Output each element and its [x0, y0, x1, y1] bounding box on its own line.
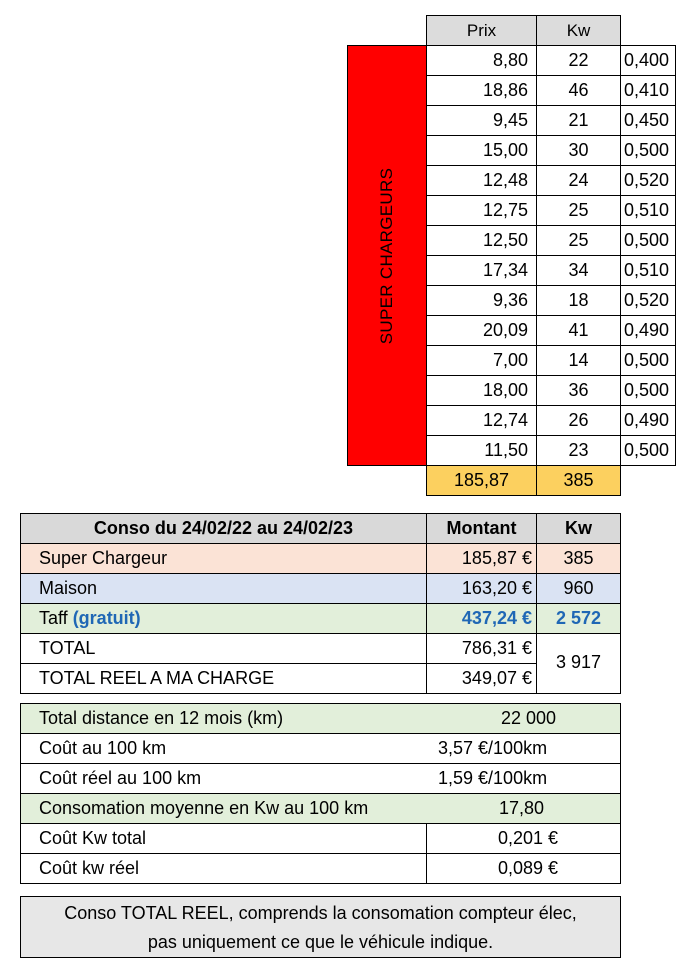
- conso-row: [20, 793, 621, 824]
- charger-prix-cell: 18,86: [426, 75, 537, 106]
- conso-label: Consomation moyenne en Kw au 100 km: [39, 798, 369, 818]
- super-chargeur-montant: 185,87 €: [426, 543, 537, 574]
- super-chargeur-label: Super Chargeur: [20, 543, 427, 574]
- total-kw-merged: 3 917: [536, 633, 621, 694]
- charger-kw-cell: 25: [536, 225, 621, 256]
- charger-prix-cell: 11,50: [426, 435, 537, 466]
- charger-ratio-cell: 0,490: [620, 315, 676, 346]
- cout100-label: Coût au 100 km: [39, 738, 167, 758]
- note-box: [20, 896, 621, 958]
- charger-kw-cell: 14: [536, 345, 621, 376]
- conso-value: 17,80: [499, 798, 545, 818]
- super-chargeurs-label: SUPER CHARGEURS: [377, 167, 396, 344]
- charger-prix-cell: 9,45: [426, 105, 537, 136]
- charger-prix-cell: 15,00: [426, 135, 537, 166]
- gratuit-note: (gratuit): [72, 608, 141, 628]
- charger-prix-cell: 9,36: [426, 285, 537, 316]
- charger-prix-cell: 17,34: [426, 255, 537, 286]
- prix-header: Prix: [426, 15, 537, 46]
- charger-ratio-cell: 0,500: [620, 135, 676, 166]
- coutkwreel-value: 0,089 €: [426, 853, 621, 884]
- coutreel100-label: Coût réel au 100 km: [39, 768, 202, 788]
- charger-prix-cell: 7,00: [426, 345, 537, 376]
- taff-row-label: [20, 603, 427, 634]
- charger-ratio-cell: 0,500: [620, 375, 676, 406]
- charger-kw-cell: 21: [536, 105, 621, 136]
- charger-ratio-cell: 0,500: [620, 435, 676, 466]
- super-chargeurs-block: [347, 45, 427, 466]
- charger-ratio-cell: 0,510: [620, 195, 676, 226]
- distance-label: Total distance en 12 mois (km): [39, 708, 284, 728]
- charger-prix-cell: 18,00: [426, 375, 537, 406]
- charger-ratio-cell: 0,400: [620, 45, 676, 76]
- taff-kw: 2 572: [536, 603, 621, 634]
- coutkwreel-label: Coût kw réel: [20, 853, 427, 884]
- charger-ratio-cell: 0,520: [620, 285, 676, 316]
- note-line-2: pas uniquement ce que le véhicule indique.: [147, 932, 494, 952]
- charger-kw-cell: 24: [536, 165, 621, 196]
- charger-prix-cell: 20,09: [426, 315, 537, 346]
- total-kw: 385: [536, 465, 621, 496]
- total-prix: 185,87: [426, 465, 537, 496]
- distance-value: 22 000: [501, 708, 557, 728]
- kw-header: Kw: [536, 15, 621, 46]
- charger-ratio-cell: 0,520: [620, 165, 676, 196]
- charger-prix-cell: 12,75: [426, 195, 537, 226]
- charger-prix-cell: 12,74: [426, 405, 537, 436]
- cout100-row: [20, 733, 621, 764]
- charger-kw-cell: 30: [536, 135, 621, 166]
- summary-kw-header: Kw: [536, 513, 621, 544]
- charger-kw-cell: 34: [536, 255, 621, 286]
- charger-ratio-cell: 0,490: [620, 405, 676, 436]
- total-label: TOTAL: [20, 633, 427, 664]
- coutreel100-row: [20, 763, 621, 794]
- note-line-1: Conso TOTAL REEL, comprends la consomation compteur élec,: [64, 903, 577, 923]
- charger-ratio-cell: 0,410: [620, 75, 676, 106]
- charger-kw-cell: 18: [536, 285, 621, 316]
- charger-ratio-cell: 0,510: [620, 255, 676, 286]
- total-montant: 786,31 €: [426, 633, 537, 664]
- charger-kw-cell: 25: [536, 195, 621, 226]
- charger-kw-cell: 26: [536, 405, 621, 436]
- super-chargeur-kw: 385: [536, 543, 621, 574]
- coutreel100-value: 1,59 €/100km: [438, 768, 548, 788]
- charger-kw-cell: 23: [536, 435, 621, 466]
- charger-kw-cell: 41: [536, 315, 621, 346]
- summary-title: Conso du 24/02/22 au 24/02/23: [20, 513, 427, 544]
- charger-prix-cell: 12,50: [426, 225, 537, 256]
- maison-kw: 960: [536, 573, 621, 604]
- charger-kw-cell: 22: [536, 45, 621, 76]
- montant-header: Montant: [426, 513, 537, 544]
- charger-ratio-cell: 0,450: [620, 105, 676, 136]
- total-reel-montant: 349,07 €: [426, 663, 537, 694]
- charger-kw-cell: 46: [536, 75, 621, 106]
- charger-prix-cell: 12,48: [426, 165, 537, 196]
- charger-prix-cell: 8,80: [426, 45, 537, 76]
- charger-kw-cell: 36: [536, 375, 621, 406]
- taff-label: Taff: [39, 608, 68, 628]
- maison-label: Maison: [20, 573, 427, 604]
- cout100-value: 3,57 €/100km: [438, 738, 548, 758]
- taff-montant: 437,24 €: [426, 603, 537, 634]
- distance-row: [20, 703, 621, 734]
- coutkw-value: 0,201 €: [426, 823, 621, 854]
- charger-ratio-cell: 0,500: [620, 225, 676, 256]
- charger-ratio-cell: 0,500: [620, 345, 676, 376]
- maison-montant: 163,20 €: [426, 573, 537, 604]
- coutkw-label: Coût Kw total: [20, 823, 427, 854]
- total-reel-label: TOTAL REEL A MA CHARGE: [20, 663, 427, 694]
